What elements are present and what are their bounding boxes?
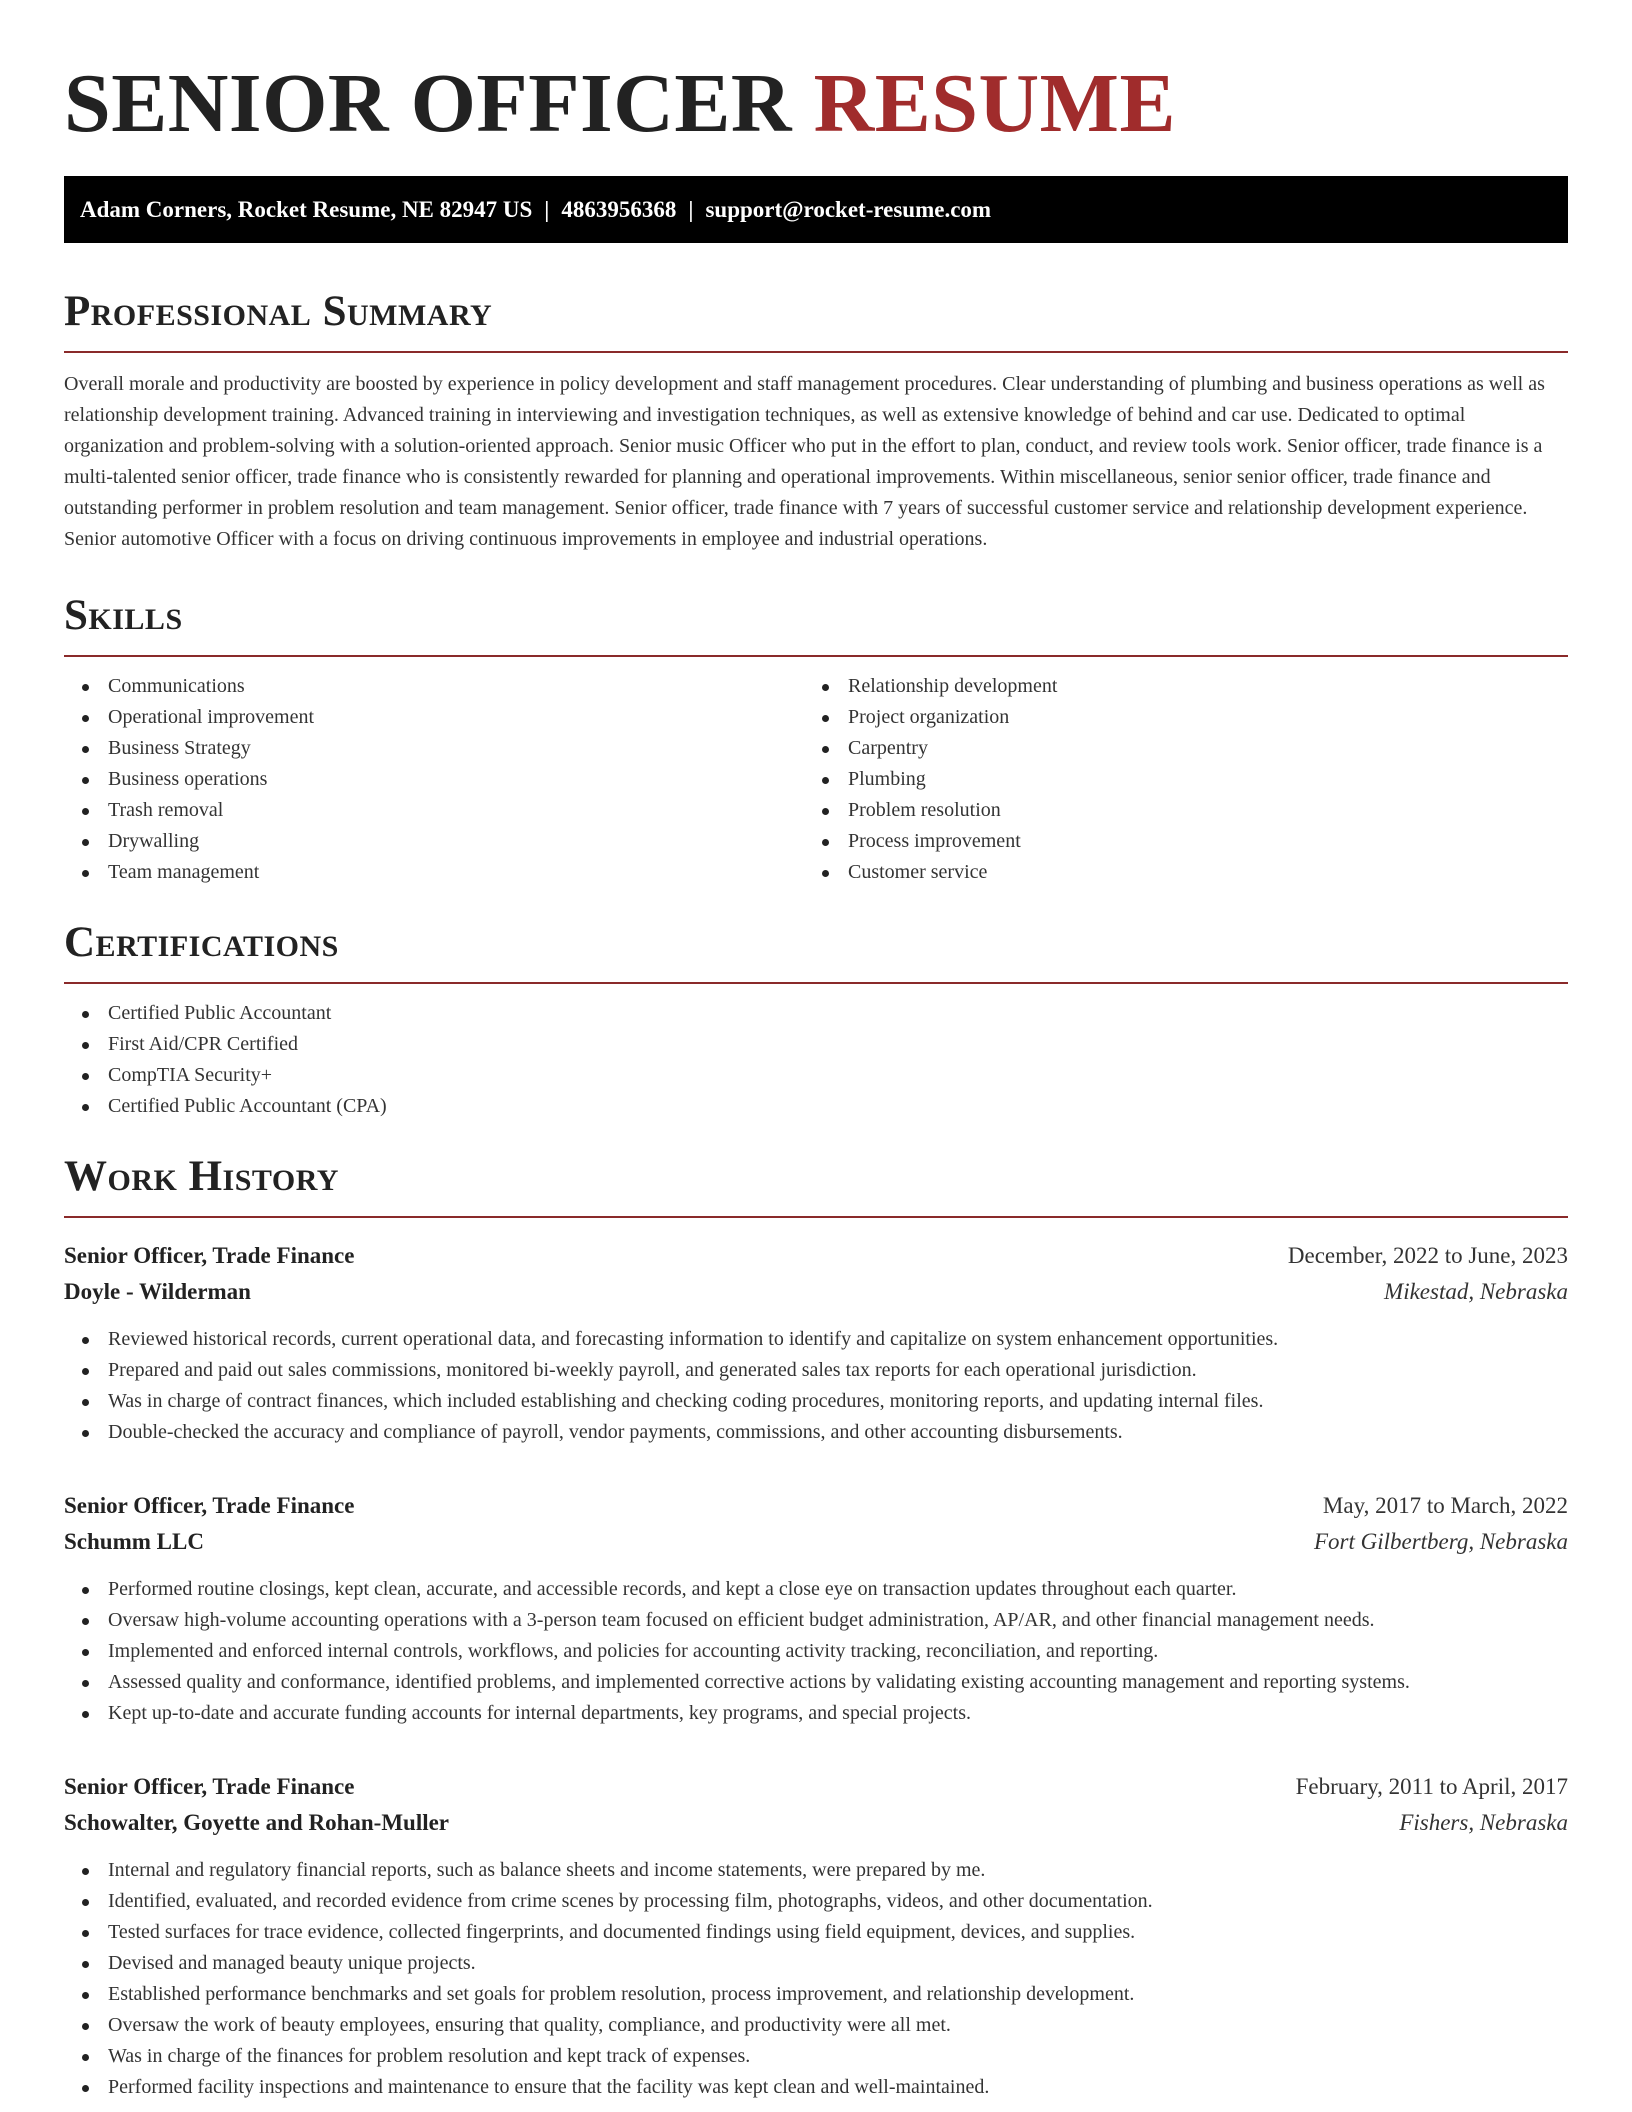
skills-section	[64, 591, 1568, 888]
skill-item: Process improvement	[804, 826, 1544, 857]
contact-separator: |	[688, 197, 694, 222]
job-company-row	[64, 1274, 1568, 1310]
summary-text: Overall morale and productivity are boosted by experience in policy development and staff management procedures. Clear understanding of plumbing and business operations as well as relationship development training. Advanced training in interviewing and investigation techniques, as well as extensive knowledge of behind and car use. Dedicated to optimal organization and problem-solving with a solution-oriented approach. Senior music Officer who put in the effort to plan, conduct, and review tools work. Senior officer, trade finance is a multi-talented senior officer, trade finance who is consistently rewarded for planning and operational improvements. Within miscellaneous, senior senior officer, trade finance and outstanding performer in problem resolution and team management. Senior officer, trade finance with 7 years of successful customer service and relationship development experience. Senior automotive Officer with a focus on driving continuous improvements in employee and industrial operations.	[64, 373, 1545, 550]
job-duty: Oversaw high-volume accounting operations with a 3-person team focused on efficient budget administration, AP/AR, and other financial management needs.	[64, 1605, 1568, 1636]
skill-item: Plumbing	[804, 764, 1544, 795]
skill-item: Problem resolution	[804, 795, 1544, 826]
job-duty: Assessed quality and conformance, identified problems, and implemented corrective actions by validating existing accounting management and reporting systems.	[64, 1667, 1568, 1698]
job-duty: Internal and regulatory financial reports, such as balance sheets and income statements, were prepared by me.	[64, 1855, 1568, 1886]
job-location: Mikestad, Nebraska	[1384, 1279, 1568, 1304]
job-title: Senior Officer, Trade Finance	[64, 1243, 355, 1268]
job-duty: Oversaw the work of beauty employees, ensuring that quality, compliance, and productivity were all met.	[64, 2010, 1568, 2041]
job-duty: Was in charge of contract finances, which included establishing and checking coding procedures, monitoring reports, and updating internal files.	[64, 1386, 1568, 1417]
job-entry	[64, 1238, 1568, 1448]
skill-item: Operational improvement	[64, 702, 804, 733]
job-location: Fishers, Nebraska	[1399, 1810, 1568, 1835]
job-company: Schowalter, Goyette and Rohan-Muller	[64, 1810, 450, 1835]
job-duties-list	[64, 1855, 1568, 2103]
section-heading: Skills	[64, 592, 183, 639]
job-duty: Performed routine closings, kept clean, accurate, and accessible records, and kept a close eye on transaction updates throughout each quarter.	[64, 1574, 1568, 1605]
job-company: Schumm LLC	[64, 1529, 204, 1554]
certification-item: Certified Public Accountant	[64, 998, 1568, 1029]
skill-item: Team management	[64, 857, 804, 888]
skill-item: Communications	[64, 671, 804, 702]
certification-item: Certified Public Accountant (CPA)	[64, 1091, 1568, 1122]
section-heading: Work History	[64, 1153, 339, 1200]
skill-item: Trash removal	[64, 795, 804, 826]
contact-email: support@rocket-resume.com	[705, 197, 992, 222]
job-duty: Devised and managed beauty unique projects.	[64, 1948, 1568, 1979]
job-duty: Implemented and enforced internal controls, workflows, and policies for accounting activity tracking, reconciliation, and reporting.	[64, 1636, 1568, 1667]
job-location: Fort Gilbertberg, Nebraska	[1313, 1529, 1568, 1554]
section-divider	[64, 982, 1568, 984]
job-header-row	[64, 1238, 1568, 1274]
skill-item: Customer service	[804, 857, 1544, 888]
job-duty: Kept up-to-date and accurate funding accounts for internal departments, key programs, and special projects.	[64, 1698, 1568, 1729]
section-divider	[64, 655, 1568, 657]
certifications-section	[64, 918, 1568, 1122]
certifications-list	[64, 998, 1568, 1122]
section-heading: Professional Summary	[64, 288, 493, 335]
job-entry	[64, 1488, 1568, 1729]
section-divider	[64, 1216, 1568, 1218]
job-duty: Performed facility inspections and maintenance to ensure that the facility was kept clean and well-maintained.	[64, 2072, 1568, 2103]
skill-item: Business Strategy	[64, 733, 804, 764]
section-divider	[64, 351, 1568, 353]
job-duty: Tested surfaces for trace evidence, collected fingerprints, and documented findings using field equipment, devices, and supplies.	[64, 1917, 1568, 1948]
job-duty: Reviewed historical records, current operational data, and forecasting information to identify and capitalize on system enhancement opportunities.	[64, 1324, 1568, 1355]
job-company: Doyle - Wilderman	[64, 1279, 251, 1304]
skills-column-right	[804, 671, 1544, 888]
job-dates: December, 2022 to June, 2023	[1287, 1243, 1568, 1268]
job-header-row	[64, 1488, 1568, 1524]
job-duties-list	[64, 1574, 1568, 1729]
contact-bar	[64, 176, 1568, 243]
professional-summary-section	[64, 287, 1568, 555]
job-duty: Established performance benchmarks and set goals for problem resolution, process improvement, and relationship development.	[64, 1979, 1568, 2010]
title-accent: RESUME	[813, 57, 1176, 150]
skills-list	[64, 671, 804, 888]
skill-item: Business operations	[64, 764, 804, 795]
job-dates: February, 2011 to April, 2017	[1295, 1774, 1568, 1799]
job-duty: Double-checked the accuracy and compliance of payroll, vendor payments, commissions, and other accounting disbursements.	[64, 1417, 1568, 1448]
job-company-row	[64, 1524, 1568, 1560]
skills-column-left	[64, 671, 804, 888]
job-duty: Identified, evaluated, and recorded evidence from crime scenes by processing film, photographs, videos, and other documentation.	[64, 1886, 1568, 1917]
job-dates: May, 2017 to March, 2022	[1322, 1493, 1568, 1518]
job-header-row	[64, 1769, 1568, 1805]
contact-address: Adam Corners, Rocket Resume, NE 82947 US	[80, 197, 533, 222]
skill-item: Relationship development	[804, 671, 1544, 702]
skill-item: Project organization	[804, 702, 1544, 733]
job-duty: Prepared and paid out sales commissions, monitored bi-weekly payroll, and generated sales tax reports for each operational jurisdiction.	[64, 1355, 1568, 1386]
skill-item: Drywalling	[64, 826, 804, 857]
job-duties-list	[64, 1324, 1568, 1448]
page-title	[64, 56, 1568, 152]
certification-item: CompTIA Security+	[64, 1060, 1568, 1091]
work-history-section	[64, 1152, 1568, 2103]
contact-separator: |	[544, 197, 550, 222]
job-company-row	[64, 1805, 1568, 1841]
title-main: SENIOR OFFICER	[64, 57, 793, 150]
contact-phone: 4863956368	[561, 197, 677, 222]
job-duty: Was in charge of the finances for problem resolution and kept track of expenses.	[64, 2041, 1568, 2072]
certification-item: First Aid/CPR Certified	[64, 1029, 1568, 1060]
skills-list	[804, 671, 1544, 888]
skill-item: Carpentry	[804, 733, 1544, 764]
job-entry	[64, 1769, 1568, 2103]
job-title: Senior Officer, Trade Finance	[64, 1493, 355, 1518]
section-heading: Certifications	[64, 919, 339, 966]
skills-grid	[64, 671, 1568, 888]
job-title: Senior Officer, Trade Finance	[64, 1774, 355, 1799]
